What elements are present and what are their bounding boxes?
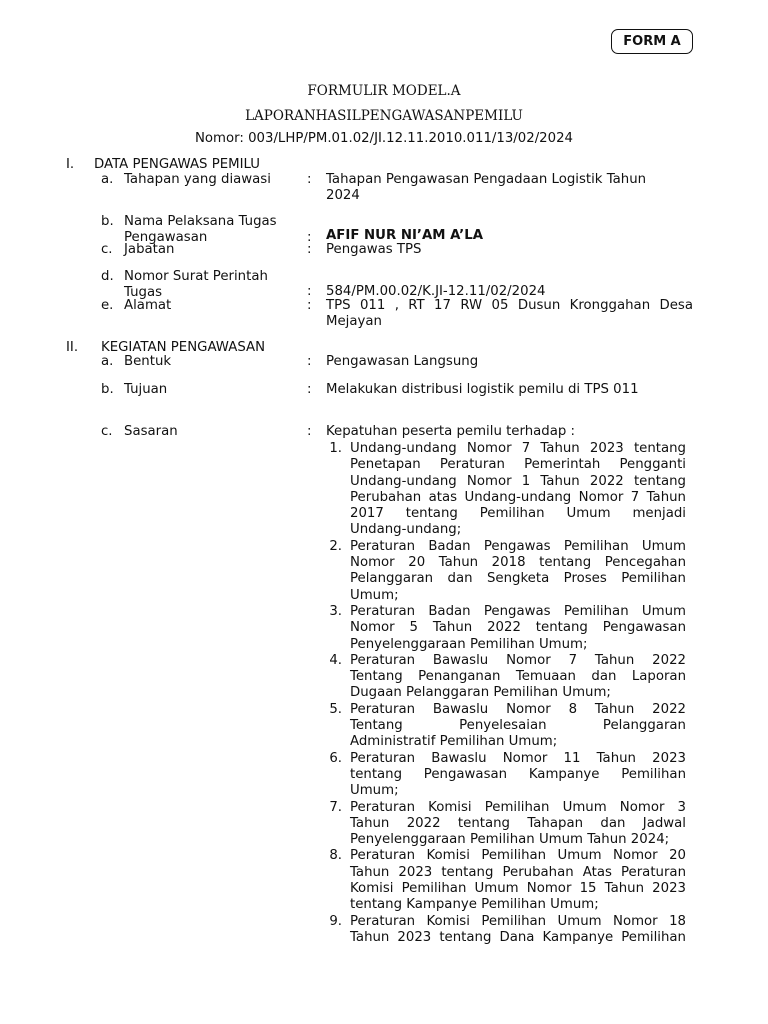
list-item-number: 8. <box>329 848 342 864</box>
section1-row-a-letter: a. <box>101 172 114 187</box>
section1-row-d-label: Nomor Surat Perintah Tugas <box>124 269 268 301</box>
section2-row-a-colon: : <box>307 354 312 369</box>
list-item <box>320 539 686 604</box>
section1-row-a-label: Tahapan yang diawasi <box>124 172 271 187</box>
list-item-text: Peraturan Komisi Pemilihan Umum Nomor 20 Tahun 2023 tentang Perubahan Atas Peraturan Komisi Pemilihan Umum Nomor 15 Tahun 2023 tentang Kampanye Pemilihan Umum; <box>350 848 686 913</box>
section1-roman: I. <box>66 157 75 172</box>
list-item <box>320 751 686 800</box>
section2-roman: II. <box>66 340 79 355</box>
section1-row-e-value: TPS 011 , RT 17 RW 05 Dusun Kronggahan Desa Mejayan <box>326 298 693 330</box>
section2-row-b-colon: : <box>307 382 312 397</box>
list-item-text: Peraturan Bawaslu Nomor 11 Tahun 2023 tentang Pengawasan Kampanye Pemilihan Umum; <box>350 750 686 799</box>
section1-row-b-colon: : <box>307 230 312 245</box>
list-item-text: Peraturan Bawaslu Nomor 8 Tahun 2022 Tentang Penyelesaian Pelanggaran Administratif Pemilihan Umum; <box>350 701 686 750</box>
list-item-text: Peraturan Bawaslu Nomor 7 Tahun 2022 Tentang Penanganan Temuaan dan Laporan Dugaan Pelanggaran Pemilihan Umum; <box>350 652 686 701</box>
section1-row-b-label: Nama Pelaksana Tugas Pengawasan <box>124 214 277 246</box>
list-item-number: 9. <box>329 913 342 929</box>
section1-row-c-letter: c. <box>101 242 113 257</box>
section1-row-a-value: Tahapan Pengawasan Pengadaan Logistik Tahun 2024 <box>326 172 647 204</box>
section1-row-c-value: Pengawas TPS <box>326 242 422 257</box>
section1-row-d-letter: d. <box>101 269 114 284</box>
section1-row-d-value: 584/PM.00.02/K.JI-12.11/02/2024 <box>326 284 546 299</box>
section2-row-a-letter: a. <box>101 354 114 369</box>
list-item <box>320 848 686 913</box>
section1-row-c-label: Jabatan <box>124 242 175 257</box>
list-item-number: 6. <box>329 750 342 766</box>
list-item-number: 1. <box>329 441 342 456</box>
list-item <box>320 914 686 947</box>
form-label-badge: FORM A <box>611 29 693 54</box>
list-item-text: Peraturan Badan Pengawas Pemilihan Umum Nomor 20 Tahun 2018 tentang Pencegahan Pelanggaran dan Sengketa Proses Pemilihan Umum; <box>350 538 686 603</box>
list-item-number: 2. <box>329 538 342 554</box>
section1-row-c-colon: : <box>307 242 312 257</box>
section2-title: KEGIATAN PENGAWASAN <box>101 340 266 355</box>
list-item <box>320 604 686 653</box>
section2-row-a-label: Bentuk <box>124 354 172 369</box>
list-item <box>320 441 686 539</box>
section1-row-b-value: AFIF NUR NI’AM A’LA <box>326 228 483 243</box>
section1-row-a-colon: : <box>307 172 312 187</box>
section2-row-a-value: Pengawasan Langsung <box>326 354 479 369</box>
section2-row-c-colon: : <box>307 424 312 439</box>
section1-row-e-label: Alamat <box>124 298 172 313</box>
document-number: Nomor: 003/LHP/PM.01.02/JI.12.11.2010.011/13/02/2024 <box>194 131 574 146</box>
section2-row-c-letter: c. <box>101 424 113 439</box>
list-item-text: Peraturan Komisi Pemilihan Umum Nomor 18 Tahun 2023 tentang Dana Kampanye Pemilihan <box>350 913 686 945</box>
section2-row-b-label: Tujuan <box>124 382 168 397</box>
list-item-text: Peraturan Badan Pengawas Pemilihan Umum Nomor 5 Tahun 2022 tentang Pengawasan Penyelenggaraan Pemilihan Umum; <box>350 603 686 652</box>
list-item <box>320 702 686 751</box>
section1-row-b-letter: b. <box>101 214 114 229</box>
list-item-number: 3. <box>329 603 342 619</box>
list-item-number: 4. <box>329 652 342 668</box>
list-item-number: 5. <box>329 701 342 717</box>
list-item <box>320 800 686 849</box>
document-subtitle: LAPORANHASILPENGAWASANPEMILU <box>245 108 523 124</box>
list-item-number: 7. <box>329 799 342 815</box>
section1-row-e-letter: e. <box>101 298 114 313</box>
list-item <box>320 653 686 702</box>
list-item-text: Peraturan Komisi Pemilihan Umum Nomor 3 Tahun 2022 tentang Tahapan dan Jadwal Penyelenggaraan Pemilihan Umum Tahun 2024; <box>350 799 686 848</box>
section2-row-b-letter: b. <box>101 382 114 397</box>
section2-row-c-value: Kepatuhan peserta pemilu terhadap : <box>326 424 576 439</box>
sasaran-list <box>320 441 686 946</box>
section1-row-e-colon: : <box>307 298 312 313</box>
section2-row-b-value: Melakukan distribusi logistik pemilu di TPS 011 <box>326 382 639 397</box>
document-title: FORMULIR MODEL.A <box>307 83 461 99</box>
section1-row-d-colon: : <box>307 284 312 299</box>
section2-row-c-label: Sasaran <box>124 424 178 439</box>
section1-title: DATA PENGAWAS PEMILU <box>94 157 260 172</box>
list-item-text: Undang-undang Nomor 7 Tahun 2023 tentang Penetapan Peraturan Pemerintah Pengganti Undang-undang Nomor 1 Tahun 2022 tentang Perubahan atas Undang-undang Nomor 7 Tahun 2017 tentang Pemilihan Umum menjadi Undang-undang; <box>350 441 686 538</box>
